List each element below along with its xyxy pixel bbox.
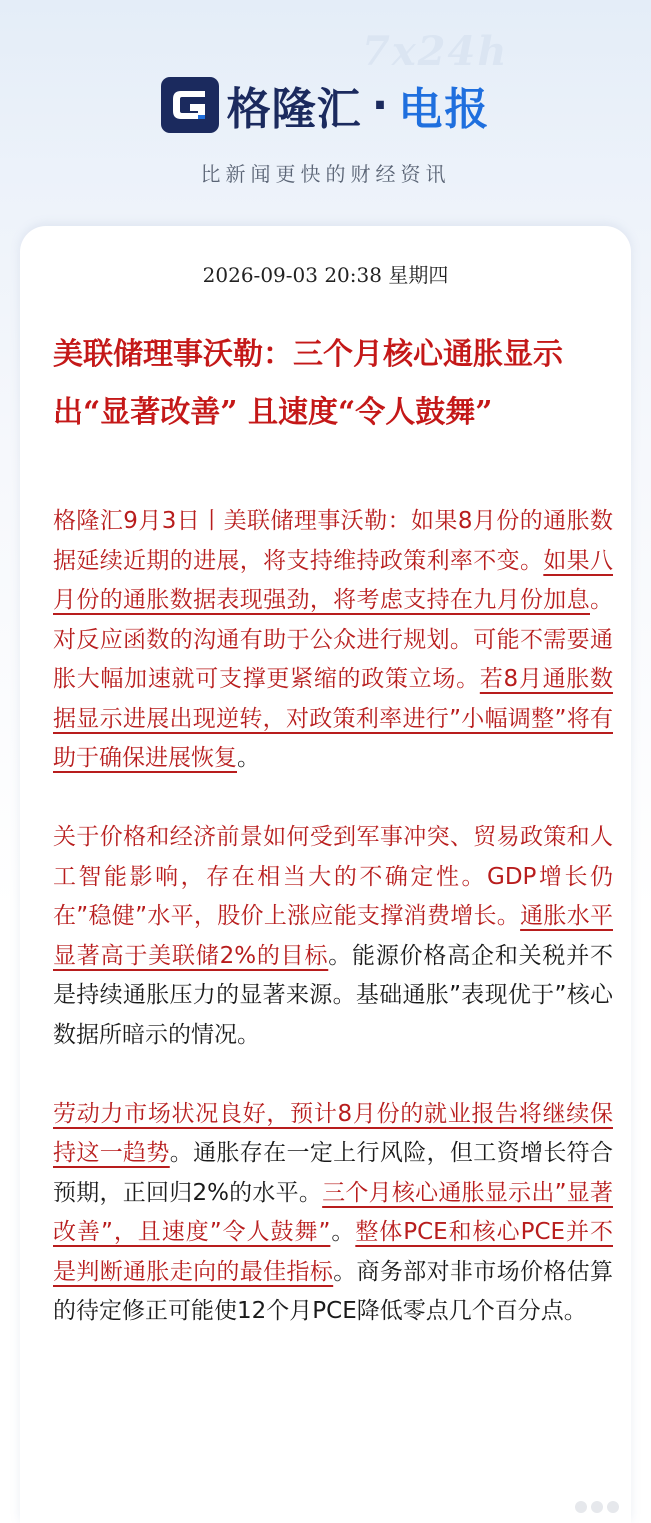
- brand-name: 格隆汇: [226, 84, 362, 135]
- corner-watermark: [479, 1497, 619, 1517]
- watermark-7x24h: 7x24h: [362, 28, 509, 75]
- paragraph-2: [53, 818, 613, 1055]
- paragraph-3: [53, 1095, 613, 1332]
- p1-text-2: 。对反应函数的沟通有助于公众进行规划。可能不需要通胀大幅加速就可支撑更紧缩的政策立场。: [53, 587, 613, 692]
- p2-text-2: 。能源价格高企和关税并不是持续通胀压力的显著来源。基础通胀”表现优于”核心数据所暗示的情况。: [53, 942, 614, 1048]
- p1-highlight-2: 若8月通胀数据显示进展出现逆转，对政策利率进行”小幅调整”将有助于确保进展恢复: [53, 666, 614, 771]
- article-dateline: 2026-09-03 20:38 星期四: [202, 263, 449, 287]
- paragraph-1: [53, 502, 613, 779]
- brand-separator: ·: [371, 79, 389, 131]
- p1-text-3: 。: [237, 745, 260, 771]
- corner-dot: [575, 1501, 587, 1513]
- p3-highlight-2: 三个月核心通胀显示出”显著改善”，且速度”令人鼓舞”: [53, 1179, 613, 1245]
- article-headline: 美联储理事沃勒：三个月核心通胀显示出“显著改善” 且速度“令人鼓舞”: [53, 337, 563, 430]
- corner-dot: [607, 1501, 619, 1513]
- p1-highlight-1: 如果八月份的通胀数据表现强劲，将考虑支持在九月份加息: [53, 547, 614, 613]
- g-logo-icon: [161, 77, 219, 133]
- article-body: [53, 502, 613, 1371]
- p2-highlight-1: 通胀水平显著高于美联储2%的目标: [53, 903, 613, 969]
- p3-highlight-1: 劳动力市场状况良好，预计8月份的就业报告将继续保持这一趋势: [53, 1100, 613, 1166]
- article-card: [20, 226, 631, 1523]
- p3-text-3: 。商务部对非市场价格估算的待定修正可能使12个月PCE降低零点几个百分点。: [53, 1258, 614, 1324]
- corner-dot: [591, 1501, 603, 1513]
- p3-text-1: 。通胀存在一定上行风险，但工资增长符合预期，正回归2%的水平。: [53, 1140, 614, 1206]
- brand-subtitle: 电报: [398, 84, 491, 135]
- p2-text-1: 关于价格和经济前景如何受到军事冲突、贸易政策和人工智能影响，存在相当大的不确定性。GDP增长仍在”稳健”水平，股价上涨应能支撑消费增长。: [53, 824, 613, 929]
- p3-text-2: 。: [330, 1219, 356, 1245]
- p3-highlight-3: 整体PCE和核心PCE并不是判断通胀走向的最佳指标: [53, 1219, 613, 1285]
- p1-text-1: 格隆汇9月3日丨美联储理事沃勒：如果8月份的通胀数据延续近期的进展，将支持维持政策利率不变。: [53, 508, 613, 574]
- slogan: 比新闻更快的财经资讯: [200, 162, 451, 186]
- brand-header: [0, 74, 651, 136]
